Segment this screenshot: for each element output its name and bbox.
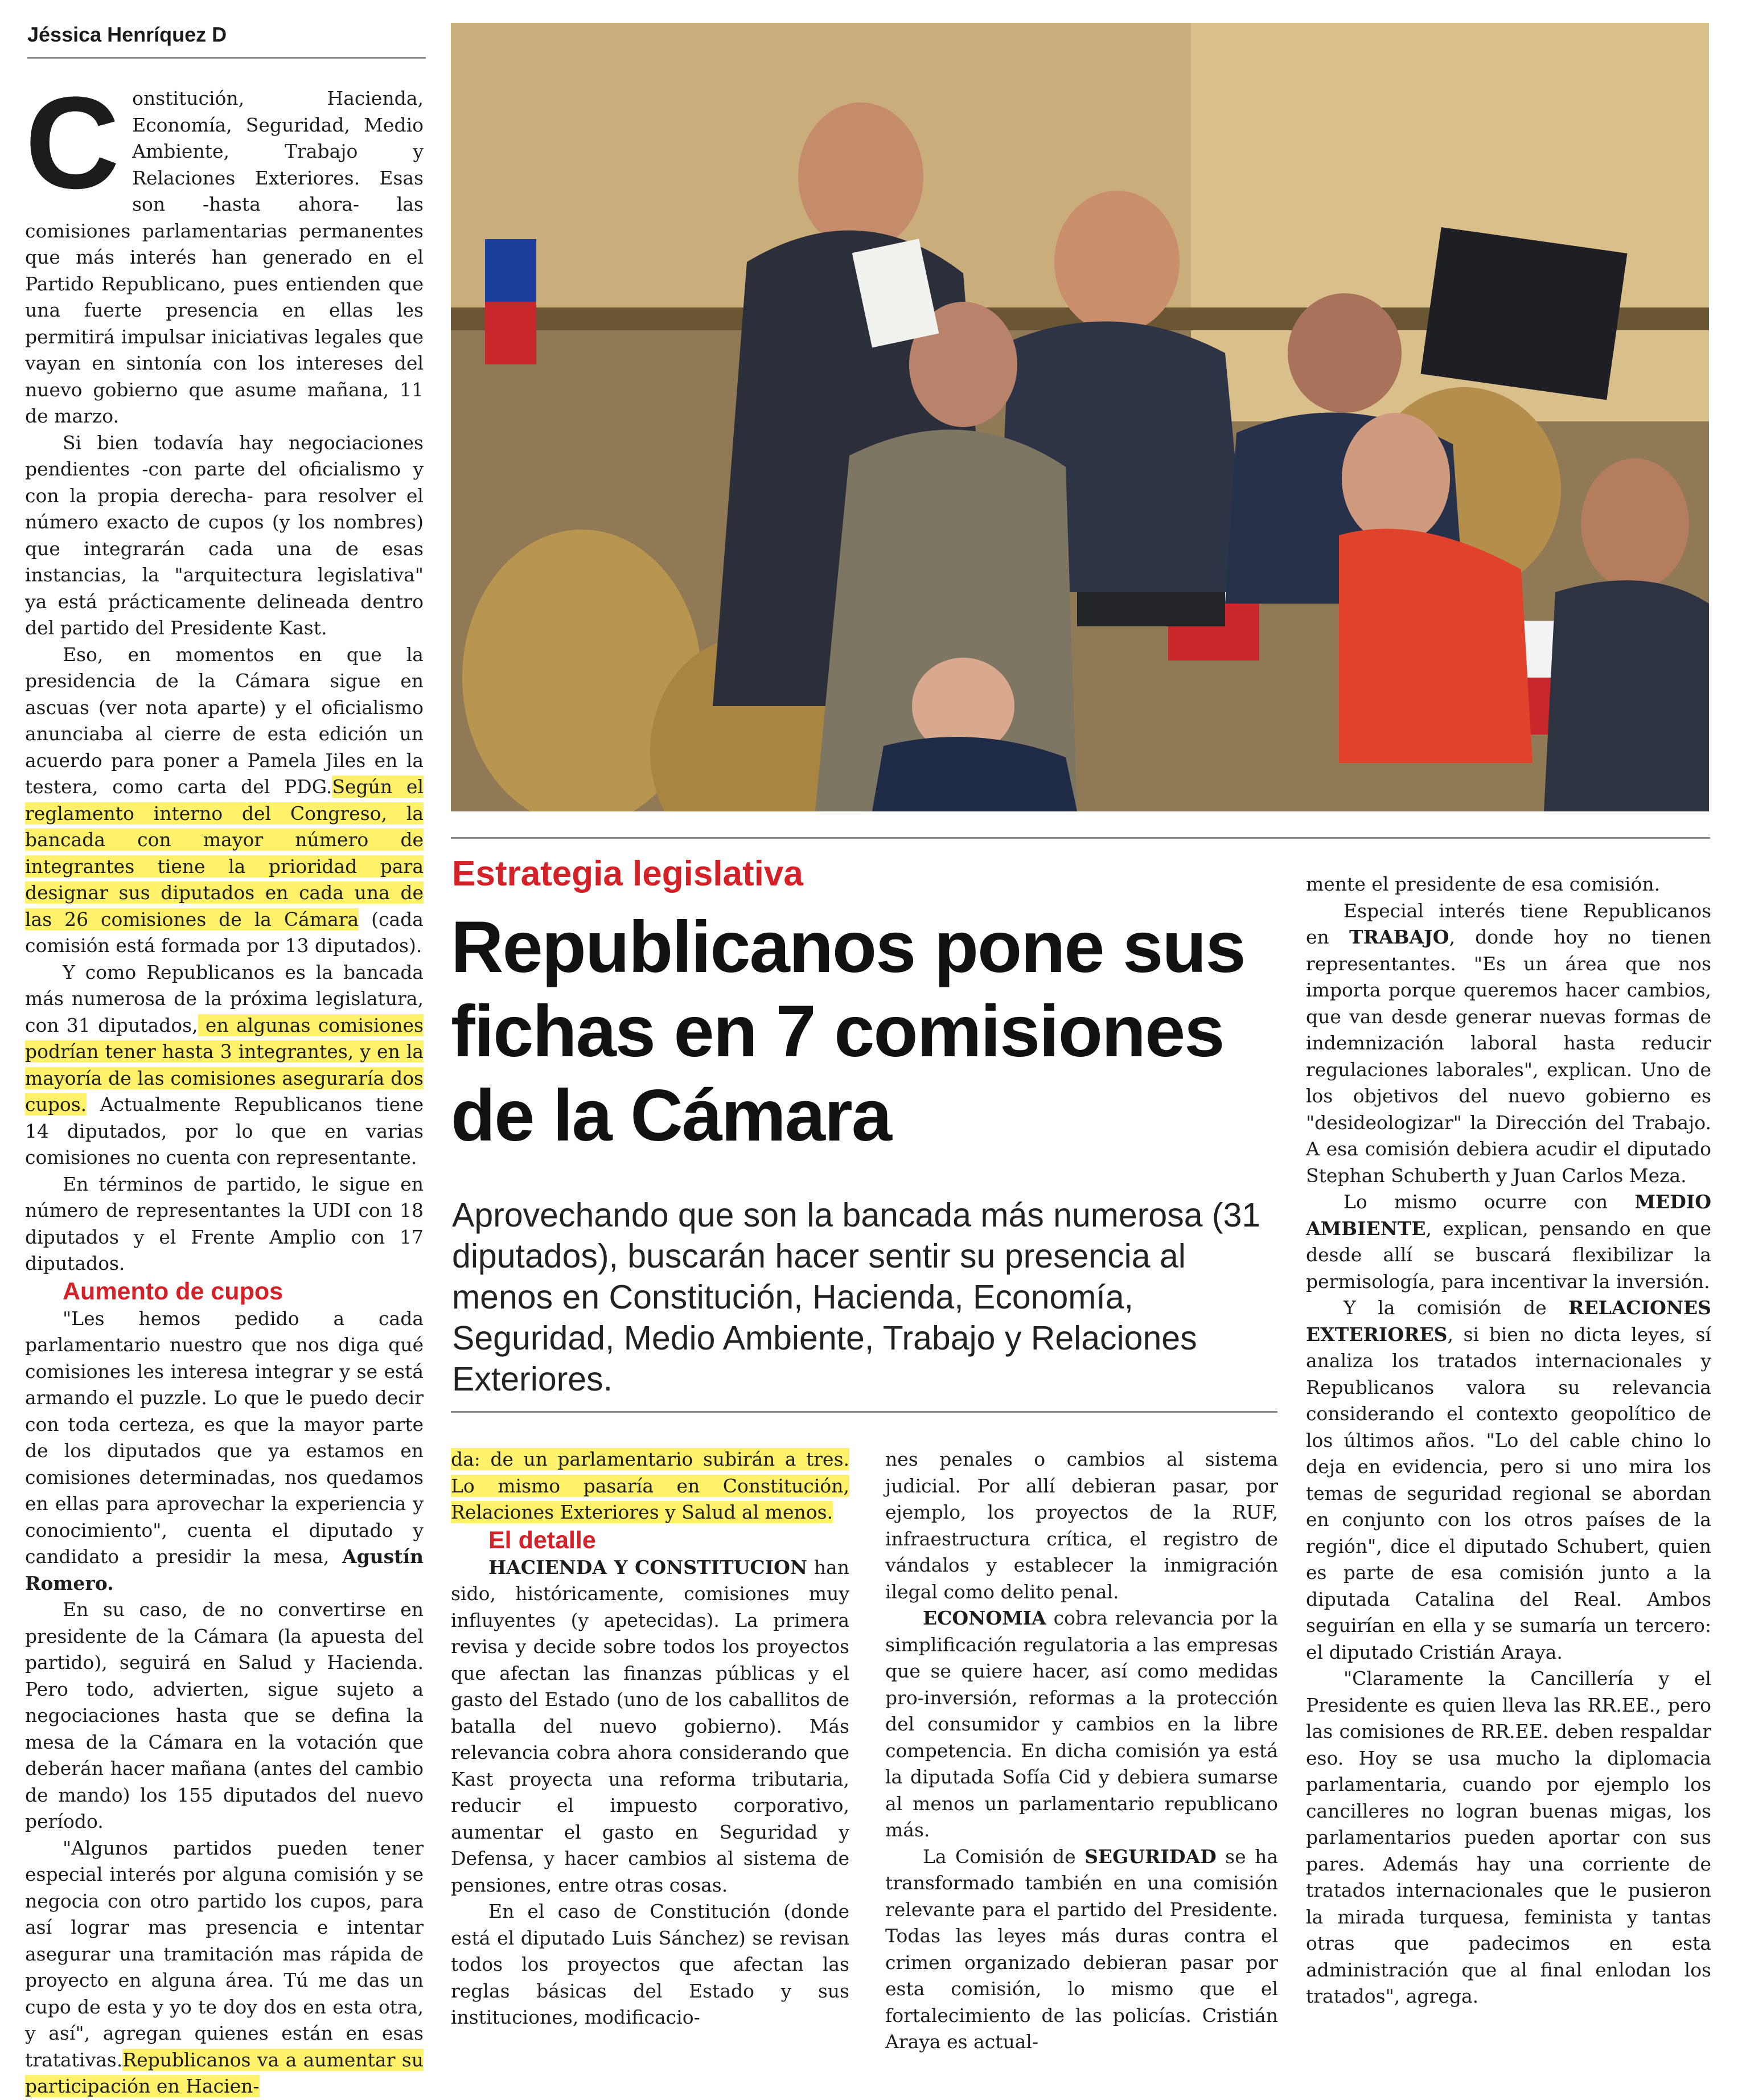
text: Lo mismo ocurre con — [1344, 1191, 1635, 1213]
paragraph — [1306, 1295, 1711, 1666]
kicker: Estrategia legislativa — [452, 854, 803, 893]
paragraph — [25, 642, 424, 959]
column-3 — [885, 1446, 1278, 2056]
paragraph — [1306, 898, 1711, 1190]
subhead-aumento: Aumento de cupos — [63, 1277, 284, 1305]
paragraph: En su caso, de no convertirse en presidente de la Cámara (la apuesta del partido), seguirá en Salud y Hacienda. Pero todo, advierten, sigue sujeto a negociaciones hasta que se defina la mesa de la Cámara en la votación que deberán hacer mañana (antes del cambio de mando) los 155 diputados del nuevo período. — [25, 1598, 424, 1832]
text: han sido, históricamente, comisiones muy influyentes (y apetecidas). La primera revisa y decide sobre todos los proyectos que afectan las finanzas públicas y el gasto del Estado (uno de los caballitos de batalla del nuevo gobierno). Más relevancia cobra ahora considerando que Kast proyecta una reforma tributaria, reducir el impuesto corporativo, aumentar el gasto en Seguridad y Defensa, y hacer cambios al sistema de pensiones, entre otras cosas. — [451, 1556, 849, 1896]
paragraph: mente el presidente de esa comisión. — [1306, 873, 1661, 895]
paragraph — [451, 1555, 849, 1899]
text: Actualmente Republicanos tiene 14 diputados, por lo que en varias comisiones no cuenta con representante. — [25, 1093, 424, 1168]
paragraph: En el caso de Constitución (donde está el diputado Luis Sánchez) se revisan todos los proyectos que afectan las reglas básicas del Estado y sus instituciones, modificacio- — [451, 1900, 849, 2028]
paragraph — [1306, 1189, 1711, 1295]
headline: Republicanos pone sus fichas en 7 comisiones de la Cámara — [451, 907, 1245, 1156]
byline: Jéssica Henríquez D — [27, 23, 227, 46]
bold-term: RELACIONES EXTERIORES — [1306, 1297, 1711, 1346]
highlighted-text: Según el reglamento interno del Congreso, la bancada con mayor número de integrantes tiene la prioridad para designar sus diputados en cada una de las 26 comisiones de la Cámara — [25, 776, 424, 930]
text: Eso, en momentos en que la presidencia de la Cámara sigue en ascuas (ver nota aparte) y el oficialismo anunciaba al cierre de esta edición un acuerdo para poner a Pamela Jiles en la testera, como carta del PDG. — [25, 643, 424, 798]
text: onstitución, Hacienda, Economía, Seguridad, Medio Ambiente, Trabajo y Relaciones Exteriores. Esas son -hasta ahora- las comisiones parlamentarias permanentes que más interés han generado en el Partido Republicano, pues entienden que una fuerte presencia en ellas les permitirá impulsar iniciativas legales que vayan en sintonía con los intereses del nuevo gobierno que asume mañana, 11 de marzo. — [25, 87, 424, 427]
text: "Algunos partidos pueden tener especial interés por alguna comisión y se negocia con otro partido los cupos, para así lograr mas presencia e intentar asegurar una tramitación mas rápida de proyecto en alguna área. Tú me das un cupo de esta y yo te doy dos en esta otra, y así", agregan quienes están en esas tratativas. — [25, 1836, 424, 2071]
paragraph — [25, 1306, 424, 1597]
photo-illustration — [451, 23, 1709, 811]
text: "Les hemos pedido a cada parlamentario nuestro que nos diga qué comisiones les interesa integrar y se está armando el puzzle. Lo que le puedo decir con toda certeza, es que la mayor parte de los diputados que ya estamos en comisiones determinadas, nos quedamos en ellas para aprovechar la experiencia y conocimiento", cuenta el diputado y candidato a presidir la mesa, — [25, 1307, 424, 1568]
highlighted-text: Republicanos va a aumentar su participación en Hacien- — [25, 2048, 424, 2097]
bold-term: SEGURIDAD — [1084, 1845, 1217, 1868]
highlighted-text: da: de un parlamentario subirán a tres. Lo mismo pasaría en Constitución, Relaciones Exteriores y Salud al menos. — [451, 1448, 849, 1523]
text: Especial interés tiene Republicanos en — [1306, 899, 1711, 948]
text: cobra relevancia por la simplificación regulatoria a las empresas que se quiere hacer, así como medidas pro-inversión, reformas a la protección del consumidor y cambios en la libre competencia. En dicha comisión ya está la diputada Sofía Cid y debiera sumarse al menos un parlamentario republicano más. — [885, 1607, 1278, 1841]
chamber-photo — [451, 23, 1709, 811]
bold-name: Agustín Romero. — [25, 1545, 424, 1594]
column-1 — [25, 69, 424, 2100]
text: Y la comisión de — [1344, 1297, 1569, 1319]
paragraph — [25, 1835, 424, 2100]
paragraph: "Claramente la Cancillería y el Presidente es quien lleva las RR.EE., pero las comisiones de RR.EE. deben respaldar eso. Hoy se usa mucho la diplomacia parlamentaria, cuando por ejemplo los cancilleres no logran buenas migas, los parlamentarios pueden aportar con sus pares. Además hay una corriente de tratados internacionales que le pusieron la mirada turquesa, feminista y tantas otras que padecimos en esta administración que al final enlodan los tratados", agrega. — [1306, 1667, 1711, 2007]
bold-term: HACIENDA Y CONSTITUCION — [488, 1556, 808, 1578]
text: , explican, pensando en que desde allí se buscará flexibilizar la permisología, para incentivar la inversión. — [1306, 1217, 1711, 1293]
bold-term: MEDIO AMBIENTE — [1306, 1191, 1711, 1240]
bold-term: TRABAJO — [1349, 926, 1449, 948]
paragraph: nes penales o cambios al sistema judicial. Por allí debieran pasar, por ejemplo, los proyectos de la RUF, infraestructura crítica, el registro de vándalos y establecer la inmigración ilegal como delito penal. — [885, 1448, 1278, 1603]
text: (cada comisión está formada por 13 diputados). — [25, 908, 424, 957]
photo-rule — [451, 837, 1710, 839]
deck: Aprovechando que son la bancada más numerosa (31 diputados), buscarán hacer sentir su presencia al menos en Constitución, Hacienda, Economía, Seguridad, Medio Ambiente, Trabajo y Relaciones Exteriores. — [452, 1196, 1261, 1398]
paragraph — [451, 1446, 849, 1526]
bold-term: ECONOMIA — [923, 1607, 1046, 1629]
drop-cap: C — [25, 69, 120, 216]
text: , si bien no dicta leyes, sí analiza los tratados internacionales y Republicanos valora su relevancia considerando el contexto geopolítico de los últimos años. "Lo del cable chino lo deja en evidencia, pero si uno mira los temas de seguridad regional se abordan en conjunto con los otros países de la región", dice el diputado Schubert, quien es parte de esa comisión junto a la diputada Catalina del Real. Ambos seguirían en ella y se sumaría un tercero: el diputado Cristián Araya. — [1306, 1323, 1711, 1663]
paragraph: En términos de partido, le sigue en número de representantes la UDI con 18 diputados y el Frente Amplio con 17 diputados. — [25, 1172, 424, 1274]
paragraph — [885, 1844, 1278, 2056]
deck-rule — [451, 1411, 1277, 1413]
paragraph: Si bien todavía hay negociaciones pendientes -con parte del oficialismo y con la propia derecha- para resolver el número exacto de cupos (y los nombres) que integrarán cada una de esas instancias, la "arquitectura legislativa" ya está prácticamente delineada dentro del partido del Presidente Kast. — [25, 431, 424, 639]
column-4 — [1306, 871, 1711, 2010]
subhead-detalle: El detalle — [488, 1526, 596, 1554]
paragraph — [25, 959, 424, 1171]
highlighted-text: en algunas comisiones podrían tener hasta 3 integrantes, y en la mayoría de las comisiones aseguraría dos cupos. — [25, 1014, 424, 1115]
text: , donde hoy no tienen representantes. "Es un área que nos importa porque queremos hacer cambios, que van desde generar nuevas formas de indemnización laboral hasta reducir regulaciones laborales", explican. Uno de los objetivos del nuevo gobierno es "desideologizar" la Dirección del Trabajo. A esa comisión debiera acudir el diputado Stephan Schuberth y Juan Carlos Meza. — [1306, 926, 1711, 1187]
paragraph — [885, 1605, 1278, 1844]
text: Y como Republicanos es la bancada más numerosa de la próxima legislatura, con 31 diputados, — [25, 961, 424, 1036]
text: La Comisión de — [923, 1845, 1085, 1868]
text: se ha transformado también en una comisión relevante para el partido del Presidente. Todas las leyes más duras contra el crimen organizado debieran pasar por esta comisión, lo mismo que el fortalecimiento de las policías. Cristián Araya es actual- — [885, 1845, 1278, 2053]
byline-rule — [27, 57, 426, 59]
column-2 — [451, 1446, 849, 2031]
paragraph — [25, 69, 424, 430]
